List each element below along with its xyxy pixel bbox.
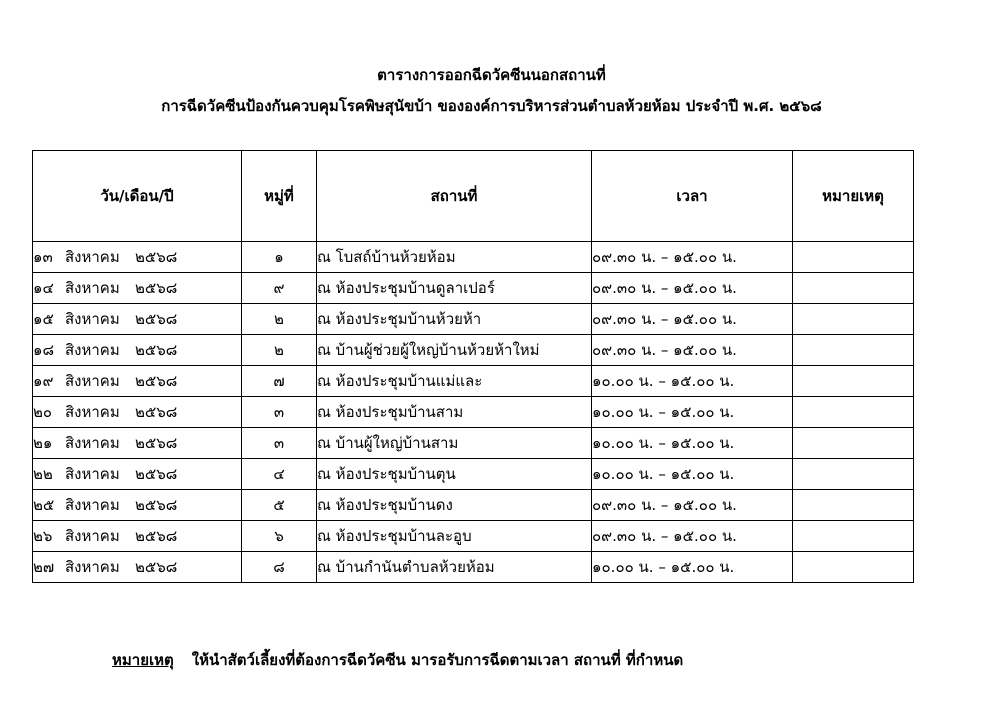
- cell-village: ๘: [242, 552, 317, 583]
- cell-date-month: สิงหาคม: [65, 527, 120, 545]
- cell-note: [793, 428, 914, 459]
- cell-place: ณ ห้องประชุมบ้านดูลาเปอร์: [317, 273, 592, 304]
- cell-date-day: ๑๕: [33, 310, 54, 328]
- cell-date: [33, 335, 242, 366]
- table-row: [33, 552, 914, 583]
- cell-date-day: ๒๕: [33, 496, 55, 514]
- cell-time: ๑๐.๐๐ น. – ๑๕.๐๐ น.: [592, 459, 793, 490]
- cell-date-year: ๒๕๖๘: [135, 372, 178, 390]
- cell-time: ๐๙.๓๐ น. – ๑๕.๐๐ น.: [592, 490, 793, 521]
- column-header-village: หมู่ที่: [242, 151, 317, 242]
- cell-time: ๐๙.๓๐ น. – ๑๕.๐๐ น.: [592, 242, 793, 273]
- cell-village: ๙: [242, 273, 317, 304]
- cell-note: [793, 490, 914, 521]
- table-body: [33, 242, 914, 583]
- cell-note: [793, 459, 914, 490]
- cell-note: [793, 273, 914, 304]
- column-header-note: หมายเหตุ: [793, 151, 914, 242]
- cell-date-month: สิงหาคม: [65, 248, 120, 266]
- cell-time: ๑๐.๐๐ น. – ๑๕.๐๐ น.: [592, 366, 793, 397]
- cell-note: [793, 304, 914, 335]
- cell-date-year: ๒๕๖๘: [135, 465, 178, 483]
- page-title: ตารางการออกฉีดวัคซีนนอกสถานที่: [377, 66, 606, 84]
- cell-date-year: ๒๕๖๘: [135, 496, 178, 514]
- cell-date-year: ๒๕๖๘: [135, 434, 178, 452]
- cell-place: ณ ห้องประชุมบ้านละอูบ: [317, 521, 592, 552]
- cell-date-year: ๒๕๖๘: [135, 310, 178, 328]
- table-row: [33, 304, 914, 335]
- remark-label: หมายเหตุ: [112, 651, 174, 669]
- cell-place: ณ ห้องประชุมบ้านตุน: [317, 459, 592, 490]
- table-row: [33, 366, 914, 397]
- cell-place: ณ บ้านผู้ใหญ่บ้านสาม: [317, 428, 592, 459]
- cell-note: [793, 552, 914, 583]
- cell-date: [33, 366, 242, 397]
- cell-date-month: สิงหาคม: [65, 496, 120, 514]
- cell-date: [33, 397, 242, 428]
- page-subtitle: การฉีดวัคซีนป้องกันควบคุมโรคพิษสุนัขบ้า ขององค์การบริหารส่วนตำบลห้วยห้อม ประจำปี พ.ศ. ๒๕๖๘: [161, 97, 822, 115]
- table-row: [33, 273, 914, 304]
- table-row: [33, 428, 914, 459]
- cell-time: ๑๐.๐๐ น. – ๑๕.๐๐ น.: [592, 428, 793, 459]
- cell-place: ณ ห้องประชุมบ้านดง: [317, 490, 592, 521]
- cell-date-month: สิงหาคม: [65, 279, 120, 297]
- cell-date-day: ๑๘: [33, 341, 55, 359]
- cell-date-month: สิงหาคม: [65, 403, 120, 421]
- vaccination-schedule-table: [32, 150, 914, 583]
- cell-date-day: ๒๖: [33, 527, 53, 545]
- cell-village: ๒: [242, 335, 317, 366]
- cell-date-month: สิงหาคม: [65, 558, 120, 576]
- cell-time: ๐๙.๓๐ น. – ๑๕.๐๐ น.: [592, 304, 793, 335]
- cell-date-month: สิงหาคม: [65, 372, 120, 390]
- cell-date-year: ๒๕๖๘: [135, 279, 178, 297]
- cell-place: ณ โบสถ์บ้านห้วยห้อม: [317, 242, 592, 273]
- cell-date-year: ๒๕๖๘: [135, 248, 178, 266]
- cell-date-day: ๑๔: [33, 279, 54, 297]
- cell-place: ณ ห้องประชุมบ้านสาม: [317, 397, 592, 428]
- cell-date-month: สิงหาคม: [65, 341, 120, 359]
- cell-date-day: ๒๗: [33, 558, 55, 576]
- table-row: [33, 490, 914, 521]
- cell-village: ๕: [242, 490, 317, 521]
- cell-date-day: ๑๓: [33, 248, 53, 266]
- cell-date-day: ๑๙: [33, 372, 54, 390]
- cell-date-year: ๒๕๖๘: [135, 558, 178, 576]
- cell-village: ๔: [242, 459, 317, 490]
- cell-place: ณ ห้องประชุมบ้านแม่และ: [317, 366, 592, 397]
- column-header-time: เวลา: [592, 151, 793, 242]
- cell-date-day: ๒๐: [33, 403, 53, 421]
- cell-note: [793, 242, 914, 273]
- cell-date: [33, 490, 242, 521]
- table-row: [33, 397, 914, 428]
- cell-time: ๐๙.๓๐ น. – ๑๕.๐๐ น.: [592, 273, 793, 304]
- cell-time: ๐๙.๓๐ น. – ๑๕.๐๐ น.: [592, 335, 793, 366]
- table-row: [33, 335, 914, 366]
- remark-note: [112, 649, 683, 671]
- cell-place: ณ ห้องประชุมบ้านห้วยห้า: [317, 304, 592, 335]
- cell-village: ๗: [242, 366, 317, 397]
- remark-text: ให้นำสัตว์เลี้ยงที่ต้องการฉีดวัคซีน มารอรับการฉีดตามเวลา สถานที่ ที่กำหนด: [191, 651, 684, 669]
- cell-note: [793, 397, 914, 428]
- cell-date-year: ๒๕๖๘: [135, 341, 178, 359]
- cell-date: [33, 273, 242, 304]
- cell-date: [33, 521, 242, 552]
- cell-date-month: สิงหาคม: [65, 434, 120, 452]
- cell-note: [793, 366, 914, 397]
- cell-date-month: สิงหาคม: [65, 465, 120, 483]
- table-header-row: [33, 151, 914, 242]
- cell-time: ๑๐.๐๐ น. – ๑๕.๐๐ น.: [592, 552, 793, 583]
- column-header-place: สถานที่: [317, 151, 592, 242]
- cell-village: ๓: [242, 397, 317, 428]
- cell-village: ๒: [242, 304, 317, 335]
- cell-date-year: ๒๕๖๘: [135, 527, 178, 545]
- table-row: [33, 242, 914, 273]
- cell-time: ๑๐.๐๐ น. – ๑๕.๐๐ น.: [592, 397, 793, 428]
- table-row: [33, 459, 914, 490]
- cell-date: [33, 242, 242, 273]
- cell-time: ๐๙.๓๐ น. – ๑๕.๐๐ น.: [592, 521, 793, 552]
- cell-village: ๖: [242, 521, 317, 552]
- cell-date-day: ๒๒: [33, 465, 53, 483]
- cell-place: ณ บ้านกำนันตำบลห้วยห้อม: [317, 552, 592, 583]
- table-row: [33, 521, 914, 552]
- column-header-date: วัน/เดือน/ปี: [33, 151, 242, 242]
- cell-date-month: สิงหาคม: [65, 310, 120, 328]
- cell-date: [33, 552, 242, 583]
- cell-date: [33, 459, 242, 490]
- cell-note: [793, 335, 914, 366]
- cell-date: [33, 428, 242, 459]
- cell-date-year: ๒๕๖๘: [135, 403, 178, 421]
- cell-date: [33, 304, 242, 335]
- cell-place: ณ บ้านผู้ช่วยผู้ใหญ่บ้านห้วยห้าใหม่: [317, 335, 592, 366]
- cell-village: ๑: [242, 242, 317, 273]
- cell-date-day: ๒๑: [33, 434, 53, 452]
- cell-village: ๓: [242, 428, 317, 459]
- cell-note: [793, 521, 914, 552]
